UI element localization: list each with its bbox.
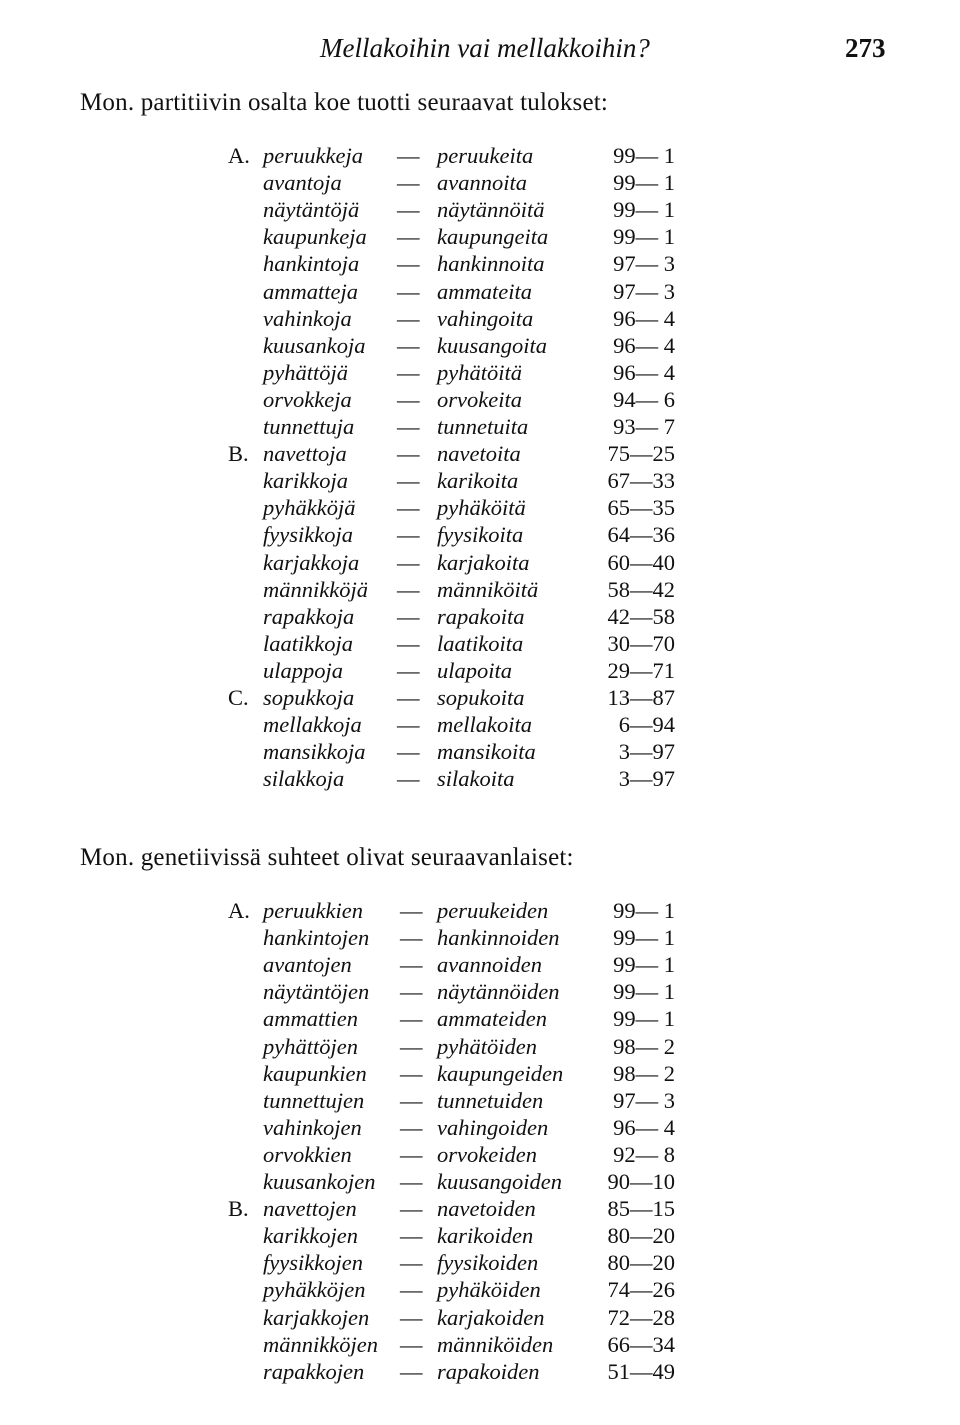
form-double-consonant: peruukkien [263,898,363,923]
form-double-consonant: vahinkojen [263,1114,362,1140]
form-double-consonant: kaupunkien [263,1060,367,1086]
form-double-consonant: sopukkoja [263,685,355,710]
score-value: 13—87 [607,685,675,710]
form-single-consonant: silakoita [437,766,515,792]
score-value: 74—26 [607,1277,675,1303]
dash-separator: — [397,522,420,548]
dash-separator: — [397,414,420,439]
score-value: 99— 1 [613,898,675,923]
dash-separator: — [397,197,420,223]
table-row [0,603,960,630]
dash-separator: — [400,1223,423,1249]
group-label: A. [228,898,250,923]
dash-separator: — [397,685,420,710]
score-value: 30—70 [607,630,675,656]
form-double-consonant: hankintoja [263,251,360,277]
dash-separator: — [397,468,420,494]
running-head [0,33,960,73]
score-value: 99— 1 [613,224,675,250]
score-value: 3—97 [618,739,675,765]
dash-separator: — [397,657,420,683]
form-double-consonant: karjakkojen [263,1304,370,1330]
score-value: 6—94 [618,712,675,738]
table-row [0,494,960,521]
score-value: 99— 1 [613,952,675,978]
form-double-consonant: näytäntöjen [263,979,370,1005]
form-single-consonant: hankinnoita [437,251,545,277]
form-single-consonant: kuusangoita [437,332,547,358]
running-title: Mellakoihin vai mellakkoihin? [320,33,650,63]
dash-separator: — [400,979,423,1005]
form-single-consonant: rapakoita [437,603,525,629]
dash-separator: — [397,278,420,304]
dash-separator: — [400,1304,423,1330]
dash-separator: — [397,549,420,575]
score-value: 96— 4 [613,305,675,331]
dash-separator: — [400,1331,423,1357]
score-value: 98— 2 [613,1033,675,1059]
form-single-consonant: orvokeita [437,386,522,412]
table-row [0,440,960,467]
form-single-consonant: näytännöitä [437,197,545,223]
table-row [0,386,960,413]
form-single-consonant: vahingoiden [437,1114,549,1140]
dash-separator: — [397,332,420,358]
dash-separator: — [400,952,423,978]
table-row [0,169,960,196]
dash-separator: — [397,712,420,738]
form-single-consonant: vahingoita [437,305,534,331]
dash-separator: — [397,359,420,385]
form-single-consonant: tunnetuiden [437,1087,544,1113]
form-single-consonant: laatikoita [437,630,524,656]
table-row [0,1033,960,1060]
score-value: 99— 1 [613,143,675,168]
table-row [0,521,960,548]
score-value: 96— 4 [613,359,675,385]
form-double-consonant: rapakkojen [263,1358,365,1384]
form-double-consonant: pyhäkköjä [263,495,356,521]
table-row [0,1114,960,1141]
score-value: 92— 8 [613,1141,675,1167]
dash-separator: — [397,386,420,412]
form-double-consonant: hankintojen [263,925,370,951]
table-row [0,738,960,765]
score-value: 96— 4 [613,1114,675,1140]
dash-separator: — [397,441,420,467]
form-single-consonant: rapakoiden [437,1358,540,1384]
table-row [0,305,960,332]
form-single-consonant: hankinnoiden [437,925,560,951]
score-value: 72—28 [607,1304,675,1330]
score-value: 99— 1 [613,1006,675,1032]
form-double-consonant: kaupunkeja [263,224,367,250]
dash-separator: — [400,1277,423,1303]
group-label: B. [228,1196,249,1222]
dash-separator: — [397,630,420,656]
table-row [0,657,960,684]
table-row [0,1141,960,1168]
dash-separator: — [400,1006,423,1032]
table-row [0,142,960,169]
score-value: 90—10 [607,1169,675,1194]
form-single-consonant: kuusangoiden [437,1169,562,1194]
form-single-consonant: männiköiden [437,1331,554,1357]
dash-separator: — [400,1087,423,1113]
form-single-consonant: kaupungeita [437,224,549,250]
form-double-consonant: ulappoja [263,657,344,683]
form-double-consonant: mellakkoja [263,712,362,738]
form-single-consonant: karjakoiden [437,1304,545,1330]
form-double-consonant: kuusankoja [263,332,366,358]
form-double-consonant: tunnettuja [263,414,355,439]
form-single-consonant: fyysikoita [437,522,524,548]
table-row [0,1168,960,1195]
dash-separator: — [397,251,420,277]
form-single-consonant: ammateiden [437,1006,547,1032]
dash-separator: — [397,305,420,331]
form-single-consonant: ammateita [437,278,532,304]
score-value: 97— 3 [613,251,675,277]
form-double-consonant: karikkojen [263,1223,358,1249]
score-value: 96— 4 [613,332,675,358]
score-value: 99— 1 [613,170,675,196]
table-row [0,223,960,250]
score-value: 85—15 [607,1196,675,1222]
form-double-consonant: navettojen [263,1196,357,1222]
form-single-consonant: navetoiden [437,1196,536,1222]
form-double-consonant: fyysikkojen [263,1250,363,1276]
form-single-consonant: avannoita [437,170,527,196]
score-value: 80—20 [607,1250,675,1276]
table-row [0,978,960,1005]
table-row [0,467,960,494]
score-value: 75—25 [607,441,675,467]
score-value: 66—34 [607,1331,675,1357]
group-label: C. [228,685,249,710]
form-double-consonant: mansikkoja [263,739,366,765]
score-value: 29—71 [607,657,675,683]
form-double-consonant: ammatteja [263,278,358,304]
table-row [0,684,960,711]
dash-separator: — [400,1114,423,1140]
table-row [0,1331,960,1358]
form-double-consonant: peruukkeja [263,143,363,168]
score-value: 65—35 [607,495,675,521]
dash-separator: — [397,143,420,168]
table-row [0,1060,960,1087]
dash-separator: — [397,170,420,196]
table-row [0,1276,960,1303]
table-row [0,359,960,386]
table-row [0,630,960,657]
form-single-consonant: männiköitä [437,576,539,602]
form-double-consonant: kuusankojen [263,1169,376,1194]
score-value: 58—42 [607,576,675,602]
form-double-consonant: männikköjä [263,576,368,602]
form-double-consonant: orvokkeja [263,386,352,412]
form-single-consonant: peruukeita [437,143,534,168]
form-double-consonant: karjakkoja [263,549,360,575]
score-value: 80—20 [607,1223,675,1249]
table-row [0,250,960,277]
score-value: 60—40 [607,549,675,575]
dash-separator: — [397,576,420,602]
form-single-consonant: pyhäköitä [437,495,526,521]
group-label: B. [228,441,249,467]
form-single-consonant: navetoita [437,441,521,467]
form-double-consonant: rapakkoja [263,603,355,629]
score-value: 99— 1 [613,925,675,951]
form-double-consonant: ammattien [263,1006,358,1032]
dash-separator: — [400,1358,423,1384]
form-double-consonant: navettoja [263,441,347,467]
form-single-consonant: peruukeiden [437,898,549,923]
dash-separator: — [400,1250,423,1276]
dash-separator: — [400,1169,423,1194]
score-value: 97— 3 [613,1087,675,1113]
dash-separator: — [400,1060,423,1086]
form-double-consonant: fyysikkoja [263,522,353,548]
table-row [0,1358,960,1385]
table-row [0,1005,960,1032]
table-row [0,1304,960,1331]
form-single-consonant: fyysikoiden [437,1250,539,1276]
form-double-consonant: karikkoja [263,468,348,494]
group-label: A. [228,143,250,168]
score-value: 97— 3 [613,278,675,304]
dash-separator: — [397,766,420,792]
dash-separator: — [400,898,423,923]
score-value: 99— 1 [613,197,675,223]
score-value: 3—97 [618,766,675,792]
form-double-consonant: näytäntöjä [263,197,360,223]
form-double-consonant: vahinkoja [263,305,352,331]
score-value: 67—33 [607,468,675,494]
form-single-consonant: mansikoita [437,739,536,765]
dash-separator: — [400,1196,423,1222]
form-double-consonant: pyhäkköjen [263,1277,366,1303]
table-row [0,576,960,603]
form-single-consonant: pyhätöiden [437,1033,537,1059]
form-double-consonant: männikköjen [263,1331,378,1357]
dash-separator: — [400,1141,423,1167]
form-double-consonant: pyhättöjen [263,1033,358,1059]
form-single-consonant: mellakoita [437,712,532,738]
form-double-consonant: avantojen [263,952,352,978]
form-double-consonant: tunnettujen [263,1087,365,1113]
score-value: 93— 7 [613,414,675,439]
table-row [0,549,960,576]
form-single-consonant: pyhätöitä [437,359,522,385]
table-row [0,924,960,951]
dash-separator: — [397,495,420,521]
table-row [0,278,960,305]
dash-separator: — [397,603,420,629]
table-row [0,1087,960,1114]
partitive-section-heading: Mon. partitiivin osalta koe tuotti seuraavat tulokset: [80,89,609,116]
score-value: 99— 1 [613,979,675,1005]
table-row [0,1249,960,1276]
table-row [0,711,960,738]
dash-separator: — [397,739,420,765]
form-double-consonant: orvokkien [263,1141,352,1167]
page-number: 273 [845,33,886,63]
form-single-consonant: näytännöiden [437,979,560,1005]
table-row [0,765,960,792]
score-value: 94— 6 [613,386,675,412]
genitive-section-heading: Mon. genetiivissä suhteet olivat seuraavanlaiset: [80,844,574,871]
form-double-consonant: avantoja [263,170,342,196]
table-row [0,1195,960,1222]
table-row [0,1222,960,1249]
dash-separator: — [397,224,420,250]
form-double-consonant: laatikkoja [263,630,353,656]
form-single-consonant: ulapoita [437,657,513,683]
table-row [0,413,960,440]
table-row [0,897,960,924]
form-single-consonant: karikoiden [437,1223,534,1249]
score-value: 42—58 [607,603,675,629]
table-row [0,332,960,359]
form-single-consonant: karjakoita [437,549,530,575]
table-row [0,196,960,223]
score-value: 98— 2 [613,1060,675,1086]
form-double-consonant: pyhättöjä [263,359,348,385]
dash-separator: — [400,1033,423,1059]
form-double-consonant: silakkoja [263,766,345,792]
dash-separator: — [400,925,423,951]
form-single-consonant: pyhäköiden [437,1277,541,1303]
form-single-consonant: kaupungeiden [437,1060,564,1086]
table-row [0,951,960,978]
form-single-consonant: karikoita [437,468,519,494]
form-single-consonant: orvokeiden [437,1141,537,1167]
score-value: 64—36 [607,522,675,548]
score-value: 51—49 [607,1358,675,1384]
form-single-consonant: avannoiden [437,952,542,978]
form-single-consonant: sopukoita [437,685,525,710]
form-single-consonant: tunnetuita [437,414,529,439]
